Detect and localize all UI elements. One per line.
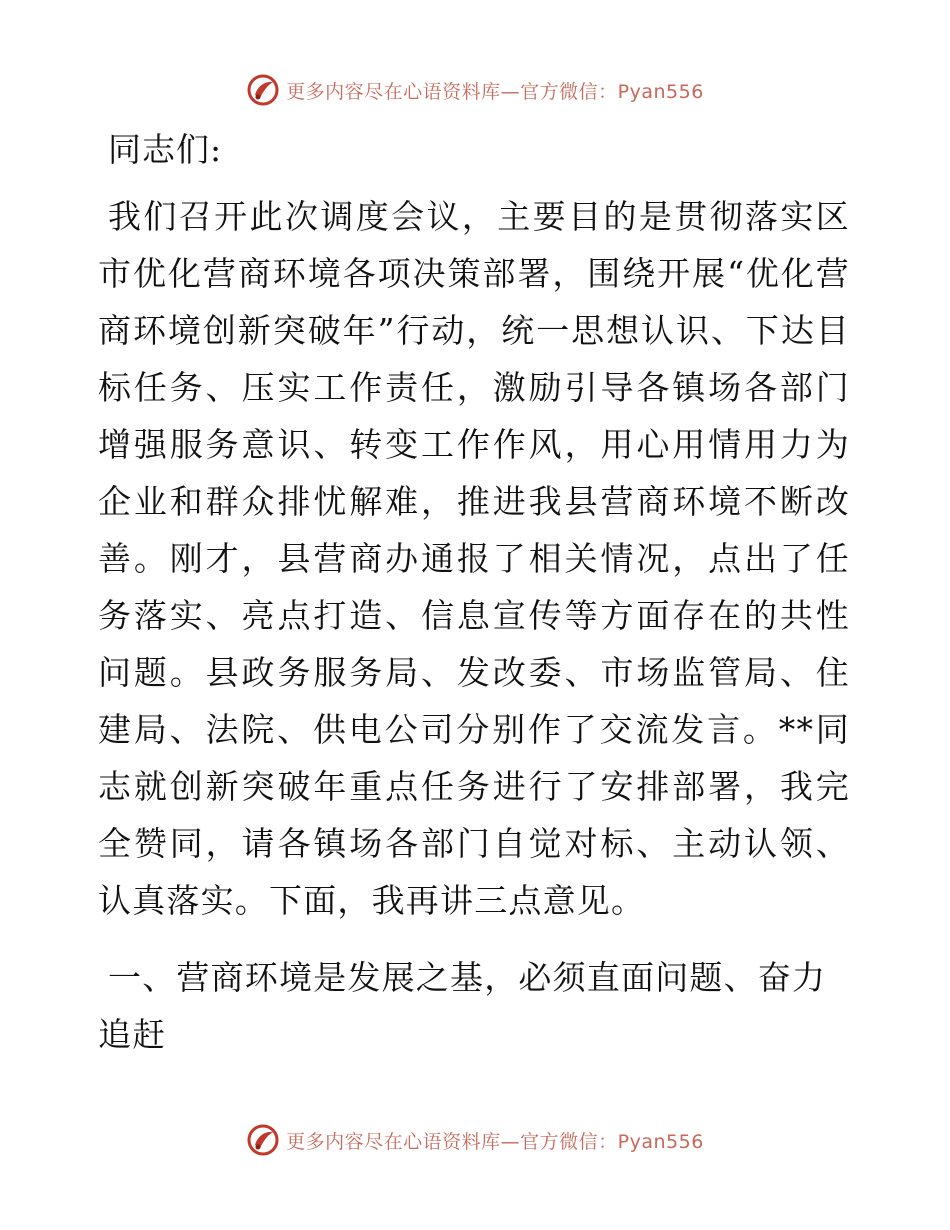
- footer-watermark: [0, 1120, 950, 1160]
- watermark-text: 更多内容尽在心语资料库—官方微信：Pyan556: [286, 1130, 704, 1153]
- salutation: 同志们:: [108, 130, 223, 169]
- document-body: [98, 124, 850, 1063]
- body-paragraph: 我们召开此次调度会议，主要目的是贯彻落实区市优化营商环境各项决策部署，围绕开展“优化营商环境创新突破年”行动，统一思想认识、下达目标任务、压实工作责任，激励引导各镇场各部门增强服务意识、转变工作作风，用心用情用力为企业和群众排忧解难，推进我县营商环境不断改善。刚才，县营商办通报了相关情况，点出了任务落实、亮点打造、信息宣传等方面存在的共性问题。县政务服务局、发改委、市场监管局、住建局、法院、供电公司分别作了交流发言。**同志就创新突破年重点任务进行了安排部署，我完全赞同，请各镇场各部门自觉对标、主动认领、认真落实。下面，我再讲三点意见。: [98, 197, 850, 920]
- logo-icon: [246, 73, 280, 107]
- logo-icon: [246, 1123, 280, 1157]
- watermark-text: 更多内容尽在心语资料库—官方微信：Pyan556: [286, 80, 704, 103]
- section-heading: 一、营商环境是发展之基，必须直面问题、奋力追赶: [98, 958, 827, 1054]
- header-watermark: [0, 70, 950, 110]
